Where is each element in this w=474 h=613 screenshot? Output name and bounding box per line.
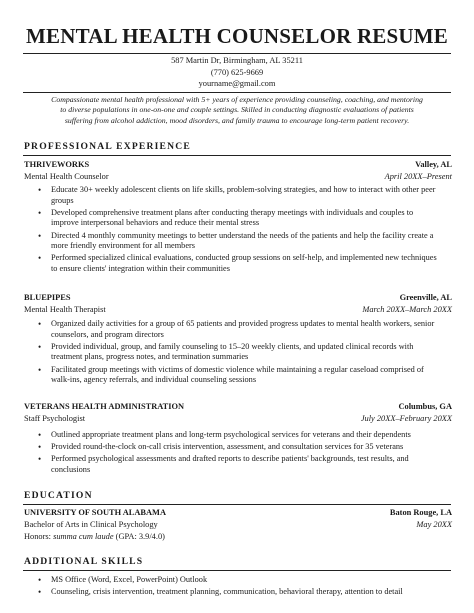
address-text: 587 Martin Dr, Birmingham, AL 35211 <box>171 56 303 65</box>
degree-name: Bachelor of Arts in Clinical Psychology <box>24 520 158 529</box>
bullet-item: • Organized daily activities for a group of 65 patients and provided progress updates to mental health workers, senior counselors, and program directors <box>38 319 438 340</box>
section-heading-education: EDUCATION <box>24 490 93 501</box>
job-location: Greenville, AL <box>399 293 452 302</box>
email-text: yourname@gmail.com <box>198 79 276 88</box>
skill-item: • MS Office (Word, Excel, PowerPoint) Outlook <box>38 575 438 586</box>
job-dates: July 20XX–February 20XX <box>360 414 452 423</box>
honors-prefix: Honors: <box>24 532 54 541</box>
job-subheader <box>24 414 452 426</box>
bullet-item: • Provided individual, group, and family counseling to 15–20 weekly clients, and updated clinical records with treatment plans, progress notes, and termination summaries <box>38 342 438 363</box>
section-heading-skills: ADDITIONAL SKILLS <box>24 556 144 567</box>
job-dates: April 20XX–Present <box>384 172 452 181</box>
skill-item: • Counseling, crisis intervention, treatment planning, communication, behavioral therapy, attention to detail <box>38 587 438 598</box>
bullet-item: • Performed psychological assessments and drafted reports to describe patients' backgrounds, test results, and conclusions <box>38 454 438 475</box>
bullet-item: • Provided round-the-clock on-call crisis intervention, assessment, and consultation services for 35 veterans <box>38 442 438 453</box>
skills-divider <box>23 570 451 571</box>
bullet-item: • Facilitated group meetings with victims of domestic violence while maintaining a regular caseload comprised of walk-ins, agency referrals, and individual counseling sessions <box>38 365 438 386</box>
education-header <box>24 508 452 520</box>
honors-distinction: summa cum laude <box>53 532 114 541</box>
job-header <box>24 293 452 305</box>
graduation-date: May 20XX <box>416 520 452 529</box>
job-subheader <box>24 305 452 317</box>
skills-list <box>38 575 438 599</box>
bullet-item: • Outlined appropriate treatment plans and long-term psychological services for veterans and their dependents <box>38 430 438 441</box>
bullet-item: • Developed comprehensive treatment plans after conducting therapy meetings with individuals and couples to improve interpersonal behaviors and reduce their mental stress <box>38 208 438 229</box>
job-bullet-list <box>38 319 438 387</box>
title-divider <box>23 53 451 54</box>
honors-line <box>24 532 452 544</box>
job-header <box>24 402 452 414</box>
job-title: Staff Psychologist <box>24 414 86 423</box>
job-location: Columbus, GA <box>398 402 452 411</box>
bullet-item: • Directed 4 monthly community meetings to better understand the needs of the patients and help the facility create a more friendly environment for all members <box>38 231 438 252</box>
resume-title: MENTAL HEALTH COUNSELOR RESUME <box>25 24 448 48</box>
company-name: THRIVEWORKS <box>24 160 90 169</box>
job-bullet-list <box>38 430 438 477</box>
company-name: BLUEPIPES <box>24 293 71 302</box>
experience-divider <box>23 155 451 156</box>
education-divider <box>23 504 451 505</box>
job-title: Mental Health Counselor <box>24 172 109 181</box>
job-dates: March 20XX–March 20XX <box>362 305 452 314</box>
job-header <box>24 160 452 172</box>
phone-text: (770) 625-9669 <box>210 67 264 77</box>
honors-gpa: (GPA: 3.9/4.0) <box>113 532 165 541</box>
contact-block <box>0 55 474 90</box>
company-name: VETERANS HEALTH ADMINISTRATION <box>24 402 185 411</box>
school-name: UNIVERSITY OF SOUTH ALABAMA <box>24 508 167 517</box>
education-subheader <box>24 520 452 532</box>
summary-text: Compassionate mental health professional with 5+ years of experience providing counseling, coaching, and mentoring to diverse populations in one-on-one and couple settings. Skilled in conducting diagnostic evaluations of patients suffering from alcohol addiction, mood disorders, and family trauma to encourage long-term patient recovery. <box>51 95 423 125</box>
bullet-item: • Performed specialized clinical evaluations, conducted group sessions on self-help, and implemented new techniques to ensure clients' integration within their communities <box>38 253 438 274</box>
job-title: Mental Health Therapist <box>24 305 106 314</box>
contact-divider <box>23 92 451 93</box>
job-subheader <box>24 172 452 184</box>
section-heading-experience: PROFESSIONAL EXPERIENCE <box>24 141 192 152</box>
school-location: Baton Rouge, LA <box>389 508 452 517</box>
job-bullet-list <box>38 185 438 276</box>
bullet-item: • Educate 30+ weekly adolescent clients on life skills, problem-solving strategies, and how to interact with other peer groups <box>38 185 438 206</box>
job-location: Valley, AL <box>415 160 452 169</box>
